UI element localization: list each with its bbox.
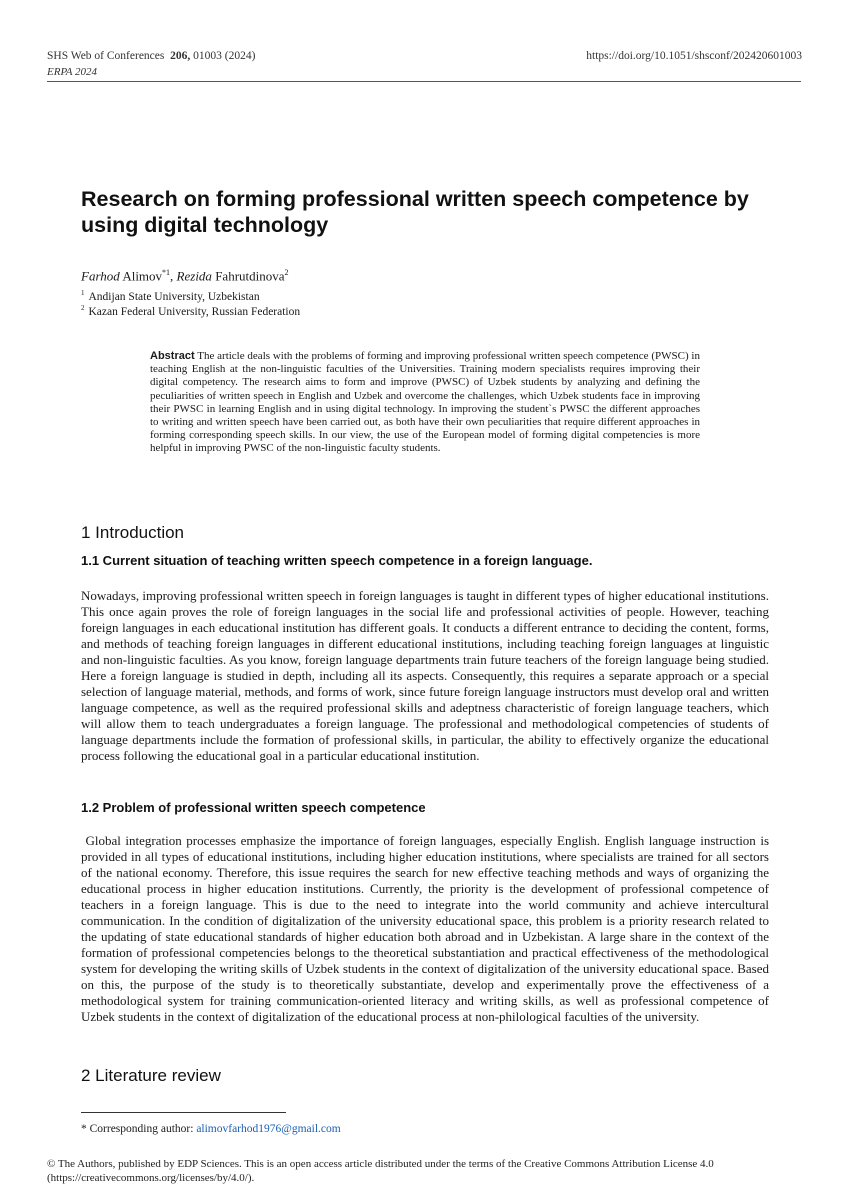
paragraph-1-2 [81, 833, 769, 1025]
subsection-heading-1-1: 1.1 Current situation of teaching written speech competence in a foreign language. [81, 553, 593, 568]
affiliation-1-text: Andijan State University, Uzbekistan [88, 290, 260, 303]
author1-family: Alimov [122, 268, 163, 284]
subsection-heading-1-2: 1.2 Problem of professional written speech competence [81, 800, 426, 815]
section-heading-introduction: 1 Introduction [81, 523, 185, 542]
affiliation-2-number: 2 [81, 304, 85, 312]
footnote [81, 1123, 341, 1135]
author1-given: Farhod [81, 268, 120, 284]
section-heading-literature-review: 2 Literature review [81, 1066, 221, 1085]
affiliation-2-text: Kazan Federal University, Russian Federation [88, 305, 301, 318]
abstract-text: The article deals with the problems of forming and improving professional written speech competence (PWSC) in teaching English at the non-linguistic faculties of the Universities. Training modern specialists requires improving their digital competency. The research aims to form and improve (PWSC) of Uzbek students by analyzing and defining the peculiarities of written speech in English and Uzbek and overcome the challenges, which Uzbek students face in improving their PWSC in learning English and in using digital technology. In improving the student`s PWSC the different approaches to writing and written speech have been carried out, as both have their own peculiarities that require different approaches in forming corresponding speech skills. In our view, the use of the European model of forming digital competencies is more helpful in improving PWSC of the non-linguistic faculty students. [150, 350, 700, 455]
author1-mark: *1 [162, 268, 171, 277]
abstract [150, 350, 700, 456]
author2-mark: 2 [284, 268, 289, 277]
corresponding-email-link[interactable]: alimovfarhod1976@gmail.com [196, 1123, 341, 1135]
journal-header [47, 50, 255, 62]
footnote-label: Corresponding author: [89, 1123, 194, 1135]
license-notice: © The Authors, published by EDP Sciences. This is an open access article distributed under the terms of the Creative Commons Attribution License 4.0 (https://creativecommons.org/licenses/by/4.0/). [47, 1158, 714, 1184]
paragraph-1-1: Nowadays, improving professional written speech in foreign languages is taught in different types of higher educational institutions. This once again proves the role of foreign languages in the social life and professional activities of people. However, teaching foreign languages in each educational institution has different goals. It conducts a different entrance to deciding the content, forms, and methods of teaching foreign languages in different educational institutions, including teaching foreign languages at linguistic and non-linguistic faculties. As you know, foreign language departments train future teachers of the foreign language being studied. Here a foreign language is studied in depth, including all its aspects. Consequently, this requires a separate approach or a special selection of language material, methods, and forms of work, since future foreign language instructors must develop oral and written language competence, as well as the required professional skills and adeptness characteristic of foreign language teachers, which will allow them to teach undergraduates a foreign language. The professional and methodological competencies of students of language departments include the formation of professional skills, in particular, the ability to effectively organize the educational process following the educational goal in a particular educational institution. [81, 588, 769, 763]
header-divider [47, 81, 801, 82]
footnote-divider [81, 1112, 286, 1113]
paragraph-1-2-text: Global integration processes emphasize the importance of foreign languages, especially English. English language instruction is provided in all types of educational institutions, including higher education institutions, where specialists are trained for all sectors of the national economy. Therefore, this issue requires the search for new effective teaching methods and ways of organizing the educational process in higher education institutions. Currently, the priority is the development of professional competence of teachers in a foreign language. This is due to the need to integrate into the world community and achieve intercultural communication. In the condition of digitalization of the university educational space, this problem is a priority research related to the updating of state educational standards of higher education both abroad and in Uzbekistan. A large share in the context of the formation of professional competencies belongs to the theoretical substantiation and practical effectiveness of the methodological system for developing the writing skills of Uzbek students in the context of digitalization of the university educational space. Based on this, the purpose of the study is to theoretically substantiate, develop and experimentally prove the effectiveness of a methodological system for training communication-oriented literacy and writing skills, as well as professional competence of Uzbek students in the context of digitalization of the educational process at non-philological faculties of the university. [81, 833, 769, 1024]
article-number: 01003 (2024) [193, 50, 256, 62]
journal-volume: 206, [170, 50, 191, 62]
affiliation-2 [81, 304, 300, 318]
doi-link[interactable]: https://doi.org/10.1051/shsconf/202420601003 [586, 50, 802, 62]
paper-title: Research on forming professional written speech competence by using digital technology [81, 187, 749, 237]
affiliation-1-number: 1 [81, 289, 85, 297]
footnote-mark: * [81, 1123, 87, 1135]
affiliation-1 [81, 289, 260, 303]
conference-name: ERPA 2024 [47, 66, 98, 78]
journal-name: SHS Web of Conferences [47, 50, 165, 62]
abstract-label: Abstract [150, 350, 195, 362]
author2-family: Fahrutdinova [215, 268, 285, 284]
author2-given: Rezida [176, 268, 212, 284]
author-line: Farhod Alimov$^{*1}$, Rezida Fahrutdinova$^2$ [81, 268, 289, 284]
